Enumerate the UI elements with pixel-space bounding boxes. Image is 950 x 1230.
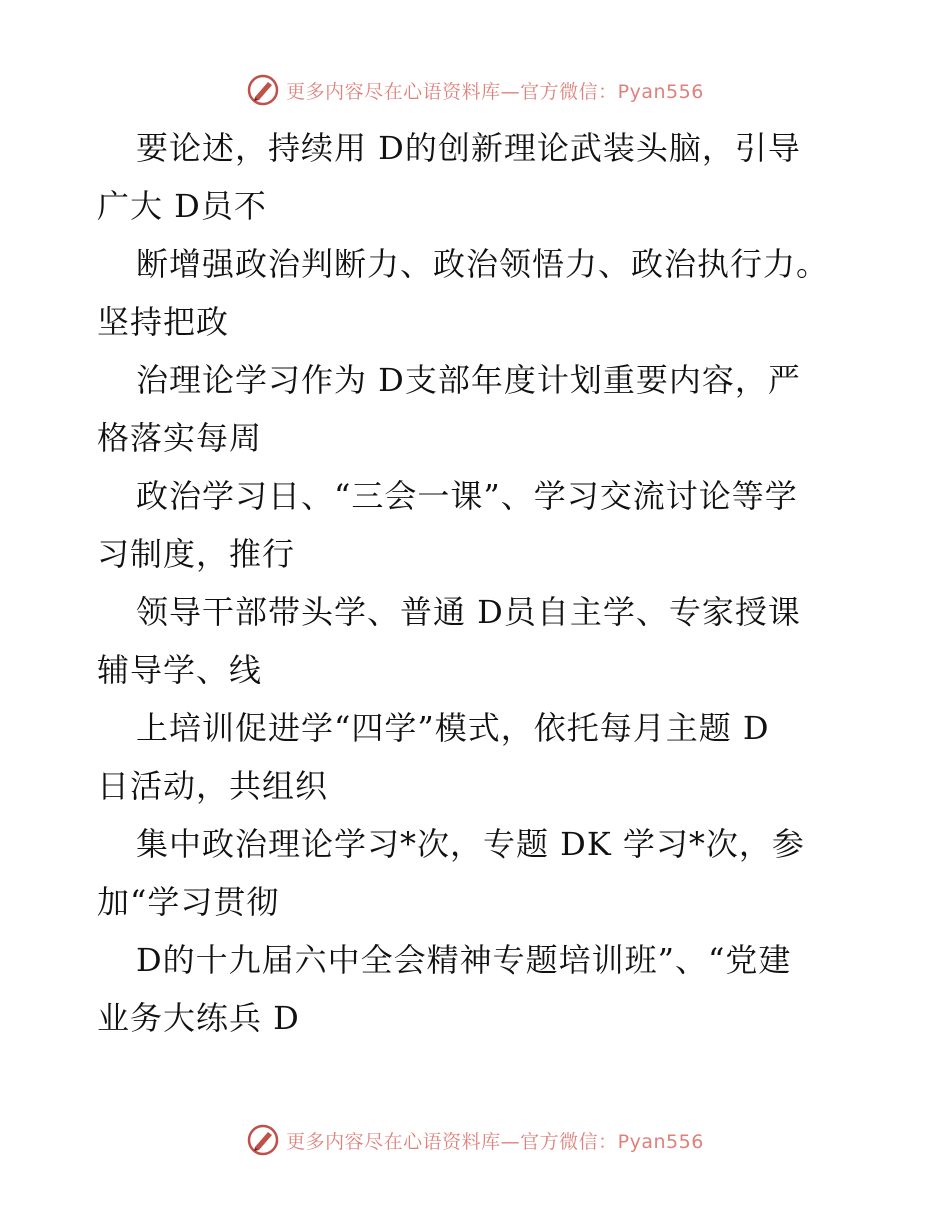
text-line: 领导干部带头学、普通 D员自主学、专家授课 — [136, 593, 801, 631]
text-line: 业务大练兵 D — [97, 999, 300, 1037]
watermark-text: 更多内容尽在心语资料库—官方微信：Pyan556 — [286, 1130, 704, 1153]
text-line: 坚持把政 — [97, 303, 230, 341]
text-line: 要论述，持续用 D的创新理论武装头脑，引导 — [136, 129, 801, 167]
footer-watermark — [0, 1120, 950, 1160]
text-line: 习制度，推行 — [97, 535, 296, 573]
header-watermark — [0, 70, 950, 110]
text-line: 上培训促进学“四学”模式，依托每月主题 D — [136, 709, 770, 747]
text-line: 治理论学习作为 D支部年度计划重要内容，严 — [136, 361, 801, 399]
text-line: 政治学习日、“三会一课”、学习交流讨论等学 — [136, 477, 798, 515]
text-line: 日活动，共组织 — [97, 767, 329, 805]
watermark-text: 更多内容尽在心语资料库—官方微信：Pyan556 — [286, 80, 704, 103]
pen-seal-icon — [246, 73, 280, 107]
text-line: 广大 D员不 — [97, 187, 267, 225]
text-line: 断增强政治判断力、政治领悟力、政治执行力。 — [136, 245, 830, 283]
text-line: 辅导学、线 — [97, 651, 263, 689]
text-line: 加“学习贯彻 — [97, 883, 280, 921]
text-line: 集中政治理论学习*次，专题 DK 学习*次，参 — [136, 825, 805, 863]
text-line: 格落实每周 — [97, 419, 263, 457]
pen-seal-icon — [246, 1123, 280, 1157]
text-line: D的十九届六中全会精神专题培训班”、“党建 — [136, 941, 792, 979]
